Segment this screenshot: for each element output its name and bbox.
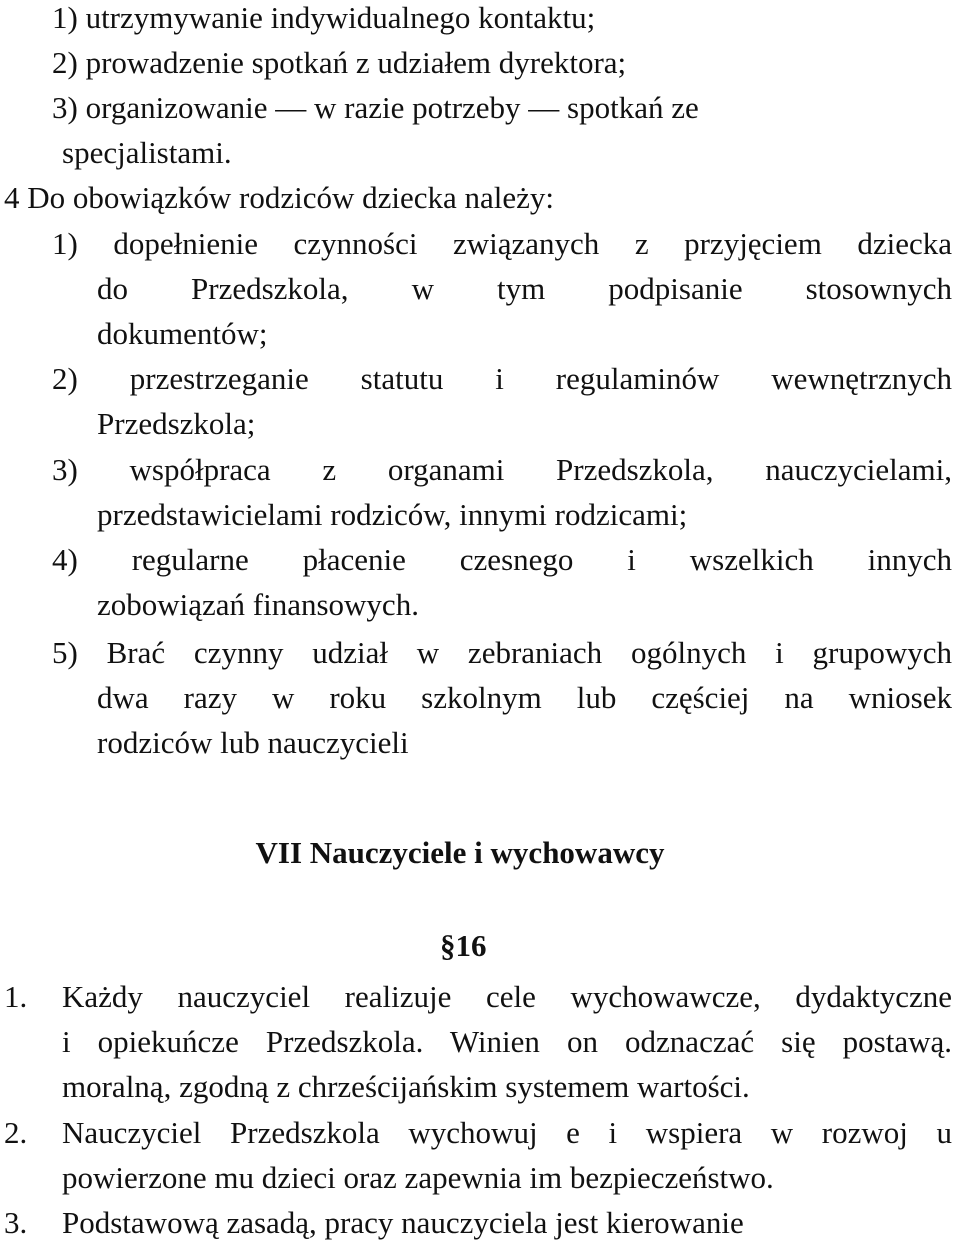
teacher-point-2-line-1: Nauczyciel Przedszkola wychowuj e i wspiera w rozwoj u	[62, 1115, 952, 1150]
obligation-1-line-1: 1) dopełnienie czynności związanych z przyjęciem dziecka	[52, 226, 952, 261]
obligation-3-line-1: 3) współpraca z organami Przedszkola, nauczycielami,	[52, 452, 952, 487]
obligation-2-line-1: 2) przestrzeganie statutu i regulaminów wewnętrznych	[52, 361, 952, 396]
teacher-point-2-line-2: powierzone mu dzieci oraz zapewnia im bezpieczeństwo.	[62, 1160, 774, 1195]
obligation-4-line-1: 4) regularne płacenie czesnego i wszelkich innych	[52, 542, 952, 577]
teacher-point-1-number: 1.	[4, 979, 28, 1014]
obligation-5-line-3: rodziców lub nauczycieli	[97, 725, 409, 760]
obligation-4-line-2: zobowiązań finansowych.	[97, 587, 419, 622]
teacher-point-3-number: 3.	[4, 1205, 28, 1240]
teacher-point-1-line-1: Każdy nauczyciel realizuje cele wychowawcze, dydaktyczne	[62, 979, 952, 1014]
obligation-5-line-2: dwa razy w roku szkolnym lub częściej na wniosek	[97, 680, 952, 715]
teacher-point-2-number: 2.	[4, 1115, 28, 1150]
paragraph-number: §16	[440, 928, 487, 963]
teacher-point-1-line-3: moralną, zgodną z chrześcijańskim systemem wartości.	[62, 1069, 750, 1104]
obligation-3-line-2: przedstawicielami rodziców, innymi rodzicami;	[97, 497, 688, 532]
teacher-point-1-line-2: i opiekuńcze Przedszkola. Winien on odznaczać się postawą.	[62, 1024, 952, 1059]
obligation-5-line-1: 5) Brać czynny udział w zebraniach ogólnych i grupowych	[52, 635, 952, 670]
list-item-specialist-meetings: 3) organizowanie — w razie potrzeby — spotkań ze	[52, 90, 699, 125]
section-title: VII Nauczyciele i wychowawcy	[255, 835, 665, 870]
teacher-point-3-line-1: Podstawową zasadą, pracy nauczyciela jest kierowanie	[62, 1205, 744, 1240]
obligation-2-line-2: Przedszkola;	[97, 406, 256, 441]
obligation-1-line-3: dokumentów;	[97, 316, 268, 351]
list-item-contact: 1) utrzymywanie indywidualnego kontaktu;	[52, 0, 596, 35]
list-item-director-meetings: 2) prowadzenie spotkań z udziałem dyrektora;	[52, 45, 627, 80]
obligations-intro: 4 Do obowiązków rodziców dziecka należy:	[4, 180, 555, 215]
obligation-1-line-2: do Przedszkola, w tym podpisanie stosownych	[97, 271, 952, 306]
list-item-specialist-meetings-cont: specjalistami.	[62, 135, 232, 170]
